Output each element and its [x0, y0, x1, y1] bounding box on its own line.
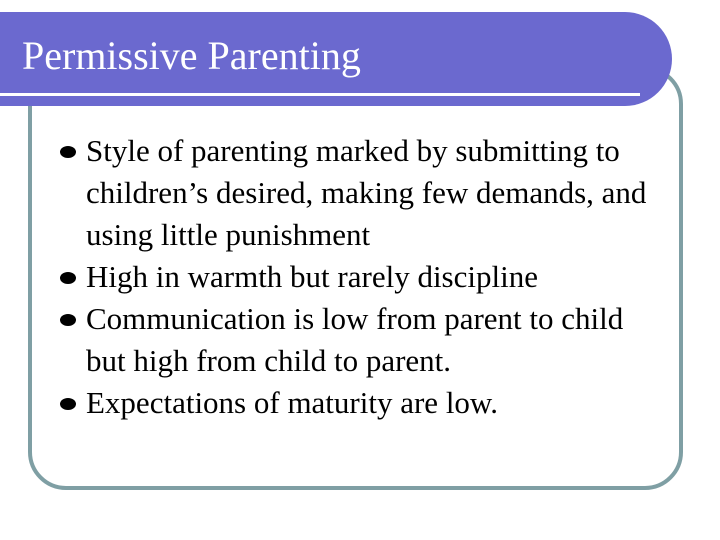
bullet-text: High in warmth but rarely discipline: [86, 259, 538, 294]
bullet-item: [60, 298, 670, 382]
title-bar: [0, 12, 672, 106]
bullet-item: [60, 382, 670, 424]
bullet-item: [60, 130, 670, 256]
bullet-text: Expectations of maturity are low.: [86, 385, 499, 420]
bullet-text: Communication is low from parent to child but high from child to parent.: [86, 301, 624, 378]
bullet-dot-icon: [60, 146, 76, 158]
bullet-dot-icon: [60, 272, 76, 284]
bullet-list: [60, 130, 670, 424]
bullet-dot-icon: [60, 314, 76, 326]
bullet-dot-icon: [60, 398, 76, 410]
bullet-item: [60, 256, 670, 298]
title-underline: [0, 93, 640, 96]
slide-title: Permissive Parenting: [22, 33, 361, 78]
bullet-text: Style of parenting marked by submitting to children’s desired, making few demands, and using little punishment: [86, 133, 647, 252]
